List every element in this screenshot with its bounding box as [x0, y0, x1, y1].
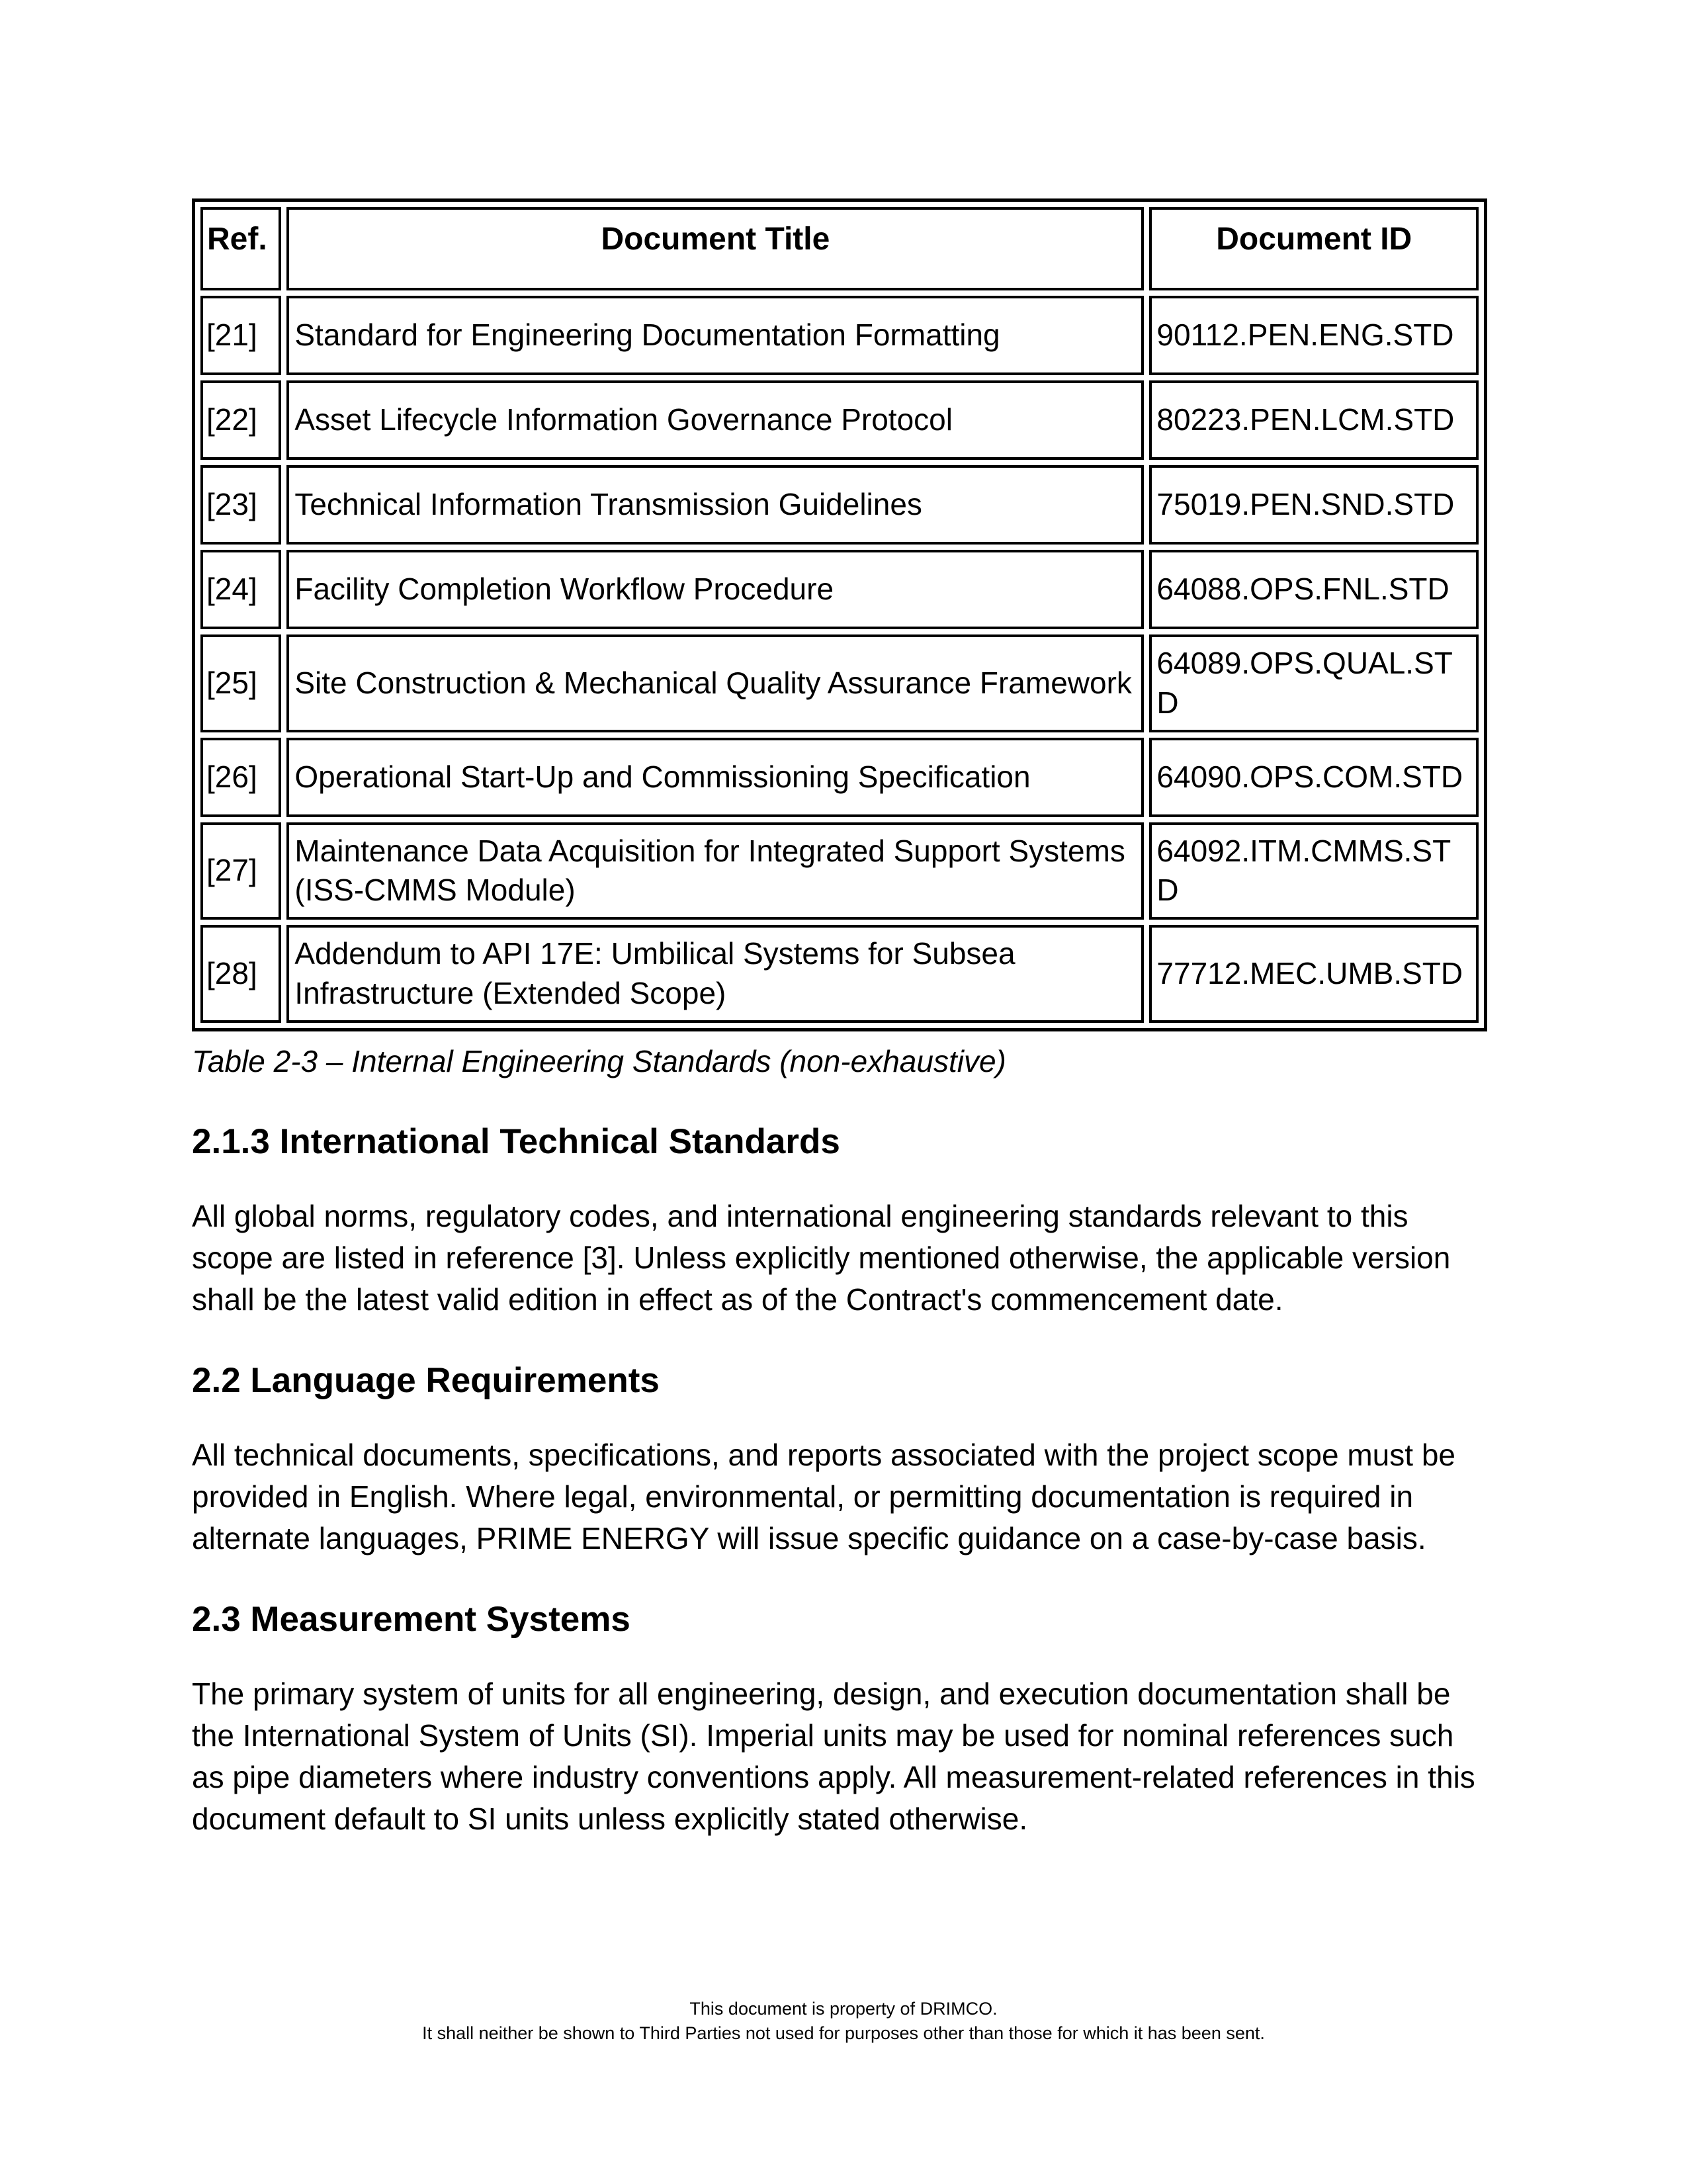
- section-paragraph: All technical documents, specifications, and reports associated with the project scope must be provided in English. Where legal, environmental, or permitting documentation is required in alternate languages, PRIME ENERGY will issue specific guidance on a case-by-case basis.: [192, 1438, 1455, 1556]
- title-cell: Addendum to API 17E: Umbilical Systems for Subsea Infrastructure (Extended Scope): [286, 925, 1144, 1023]
- title-cell: Facility Completion Workflow Procedure: [286, 550, 1144, 629]
- title-cell: Operational Start-Up and Commissioning Specification: [286, 738, 1144, 817]
- table-row: [200, 738, 1479, 817]
- section-heading: 2.2 Language Requirements: [192, 1360, 660, 1400]
- ref-cell: [22]: [200, 380, 281, 460]
- id-cell: 75019.PEN.SND.STD: [1149, 465, 1479, 545]
- table-caption: Table 2-3 – Internal Engineering Standards (non-exhaustive): [192, 1043, 1006, 1078]
- header-document-id: Document ID: [1149, 207, 1479, 290]
- id-cell: 77712.MEC.UMB.STD: [1149, 925, 1479, 1023]
- table-row: [200, 380, 1479, 460]
- ref-cell: [24]: [200, 550, 281, 629]
- table-header-row: [200, 207, 1479, 290]
- section-international-technical-standards: [192, 1120, 1487, 1321]
- section-paragraph: All global norms, regulatory codes, and international engineering standards relevant to this scope are listed in reference [3]. Unless explicitly mentioned otherwise, the applicable version shall be the latest valid edition in effect as of the Contract's commencement date.: [192, 1198, 1451, 1317]
- id-cell: 64088.OPS.FNL.STD: [1149, 550, 1479, 629]
- title-cell: Technical Information Transmission Guidelines: [286, 465, 1144, 545]
- title-cell: Site Construction & Mechanical Quality Assurance Framework: [286, 634, 1144, 732]
- section-paragraph: The primary system of units for all engineering, design, and execution documentation shall be the International System of Units (SI). Imperial units may be used for nominal references such as pipe diameters where industry conventions apply. All measurement-related references in this document default to SI units unless explicitly stated otherwise.: [192, 1677, 1475, 1837]
- header-document-title: Document Title: [286, 207, 1144, 290]
- footer-property-line: This document is property of DRIMCO.: [689, 1999, 998, 2019]
- section-measurement-systems: [192, 1598, 1487, 1840]
- id-cell: 80223.PEN.LCM.STD: [1149, 380, 1479, 460]
- title-cell: Maintenance Data Acquisition for Integrated Support Systems (ISS-CMMS Module): [286, 822, 1144, 920]
- section-heading: 2.3 Measurement Systems: [192, 1600, 630, 1639]
- table-row: [200, 822, 1479, 920]
- ref-cell: [26]: [200, 738, 281, 817]
- table-row: [200, 925, 1479, 1023]
- header-ref: Ref.: [200, 207, 281, 290]
- ref-cell: [21]: [200, 296, 281, 375]
- id-cell: 90112.PEN.ENG.STD: [1149, 296, 1479, 375]
- id-cell: 64092.ITM.CMMS.STD: [1149, 822, 1479, 920]
- footer-disclaimer-line: It shall neither be shown to Third Parties not used for purposes other than those for which it has been sent.: [422, 2023, 1265, 2043]
- section-language-requirements: [192, 1359, 1487, 1559]
- ref-cell: [27]: [200, 822, 281, 920]
- document-page: [192, 198, 1487, 1840]
- title-cell: Standard for Engineering Documentation Formatting: [286, 296, 1144, 375]
- section-heading: 2.1.3 International Technical Standards: [192, 1121, 840, 1161]
- ref-cell: [23]: [200, 465, 281, 545]
- id-cell: 64090.OPS.COM.STD: [1149, 738, 1479, 817]
- table-row: [200, 465, 1479, 545]
- table-row: [200, 634, 1479, 732]
- id-cell: 64089.OPS.QUAL.STD: [1149, 634, 1479, 732]
- table-row: [200, 296, 1479, 375]
- table-row: [200, 550, 1479, 629]
- title-cell: Asset Lifecycle Information Governance Protocol: [286, 380, 1144, 460]
- page-footer: [0, 1997, 1687, 2046]
- ref-cell: [28]: [200, 925, 281, 1023]
- ref-cell: [25]: [200, 634, 281, 732]
- standards-table: [192, 198, 1487, 1031]
